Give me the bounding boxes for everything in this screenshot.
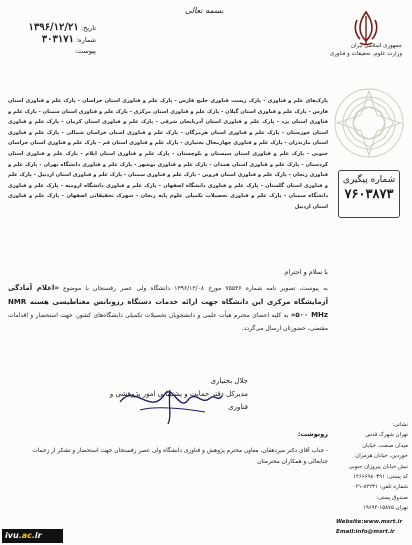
number-label: شماره:: [76, 36, 96, 44]
date-value: ۱۳۹۶/۱۲/۲۱: [28, 22, 79, 33]
footer-address-line: نبش خیابان پیروزان جنوبی: [348, 463, 408, 470]
footer-address: [336, 420, 408, 514]
email-link[interactable]: Email:info@msrt.ir: [336, 529, 395, 535]
number-row: [6, 34, 96, 46]
greeting: با سلام و احترام: [284, 268, 328, 276]
footer-address-line: میدان صنعت، خیابان: [362, 442, 408, 449]
body-intro: به پیوست، تصویر نامه شماره ۷۵۵۳۶ مورخ ۱۳۹۶/۱۲/۰۸ دانشگاه ولی عصر رفسنجان با موضوع: [63, 285, 328, 292]
footer-contact: [336, 517, 408, 537]
footer-address-line: تهران ۱۵۸۷۵-۱۹۶۹۴: [362, 505, 408, 512]
tracking-number: ۷۶۰۳۸۷۳: [344, 187, 394, 202]
date-row: [6, 22, 96, 34]
handwritten-signature: [110, 372, 230, 427]
footer-address-line: خوردین، خیابان هرمزان: [355, 453, 408, 460]
attachment-row: [6, 46, 96, 57]
body-subject: «اعلام آمادگی آزمایشگاه مرکزی این دانشگاه جهت ارائه خدمات دستگاه رزونانس مغناطیسی هسته NMR ۵۰۰ MHz»: [8, 284, 328, 320]
attachment-label: پیوست:: [74, 47, 96, 55]
decorative-rosette-icon: [332, 86, 406, 160]
watermark-accent: .ac.: [18, 531, 35, 540]
addressee-list: پارک‌های علم و فناوری - پارک زیست فناوری خلیج فارس - پارک علم و فناوری استان خراسان - پارک علم و فناوری استان فارس - پارک علم و فناوری استان گیلان - پارک علم و فناوری استان مرکزی - پارک علم و فناوری استان سمنان - پارک علم و فناوری استان یزد - پارک علم و فناوری استان آذربایجان شرقی - پارک علم و فناوری استان کرمان - پارک علم و فناوری استان خوزستان - پارک علم و فناوری استان هرمزگان - پارک علم و فناوری استان خراسان شمالی - پارک علم و فناوری استان مازندران - پارک علم و فناوری چهارمحال بختیاری - پارک علم و فناوری استان قم - پارک علم و فناوری استان خراسان جنوبی - پارک علم و فناوری استان سیستان و بلوچستان - پارک علم و فناوری استان ایلام - پارک علم و فناوری استان کردستان - پارک علم و فناوری استان همدان - پارک علم و فناوری بوشهر - پارک علم و فناوری دانشگاه تهران - پارک علم و فناوری زنجان - پارک علم و فناوری استان قزوین - پارک علم و فناوری سمنان - پارک علم و فناوری استان اردبیل - پارک علم و فناوری استان گلستان - پارک علم و فناوری دانشگاه اصفهان - پارک علم و فناوری دانشگاه ارومیه - پارک علم و فناوری دانشگاه سمنان - پارک علم و فناوری تحصیلات تکمیلی علوم پایه زنجان - شهرک تحقیقاتی اصفهان - پارک علم و فناوری استان اردبیل: [8, 98, 328, 210]
cc-item: - جناب آقای دکتر میردهقان، معاون محترم پژوهش و فناوری دانشگاه ولی عصر رفسنجان جهت استحضار و تشکر از زحمات جنابعالی و همکاران محترمتان: [32, 448, 328, 465]
signer-title: مدیرکل دفتر حمایت و پشتیبانی امور پژوهشی و فناوری: [109, 390, 248, 411]
ministry-line: جمهوری اسلامی ایران: [350, 43, 402, 49]
tracking-label: شماره پیگیری: [342, 175, 396, 185]
signer-name: جلال بختیاری: [210, 377, 248, 385]
footer-address-line: صندوق پستی:: [376, 494, 408, 501]
date-label: تاریخ:: [80, 24, 96, 32]
tracking-box: [338, 170, 400, 218]
cc-list: [12, 446, 328, 468]
footer-address-line: شماره تلفن: ۸۲۲۳۱-۰۲۱: [352, 484, 408, 491]
footer-address-line: تهران شهرک قدس: [365, 432, 408, 439]
letter-meta: [6, 22, 96, 57]
website-link[interactable]: Website:www.msrt.ir: [336, 519, 403, 525]
footer-address-line: نشانی:: [392, 422, 408, 428]
cc-title: رونوشت:: [297, 430, 328, 438]
watermark-text: ir: [34, 531, 42, 540]
ministry-name: [302, 42, 402, 58]
letter-body: [8, 282, 328, 335]
watermark-text: ivu: [5, 531, 19, 540]
number-value: ۳۰۳۱۷۱: [41, 34, 74, 45]
site-watermark: [2, 529, 63, 543]
ministry-line: وزارت علوم، تحقیقات و فناوری: [329, 51, 402, 57]
body-closing: به کلیه اعضای محترم هیأت علمی و دانشجویان تحصیلات تکمیلی دانشگاه‌های کشور، جهت استحضار و اقدامات مقتضی، حضورتان ارسال می‌گردد.: [8, 312, 328, 332]
footer-address-line: کد پستی: ۱۴۶۶۶۹۸۰۳۹۱: [353, 474, 408, 481]
bismillah-heading: بسمه تعالی: [185, 6, 224, 15]
